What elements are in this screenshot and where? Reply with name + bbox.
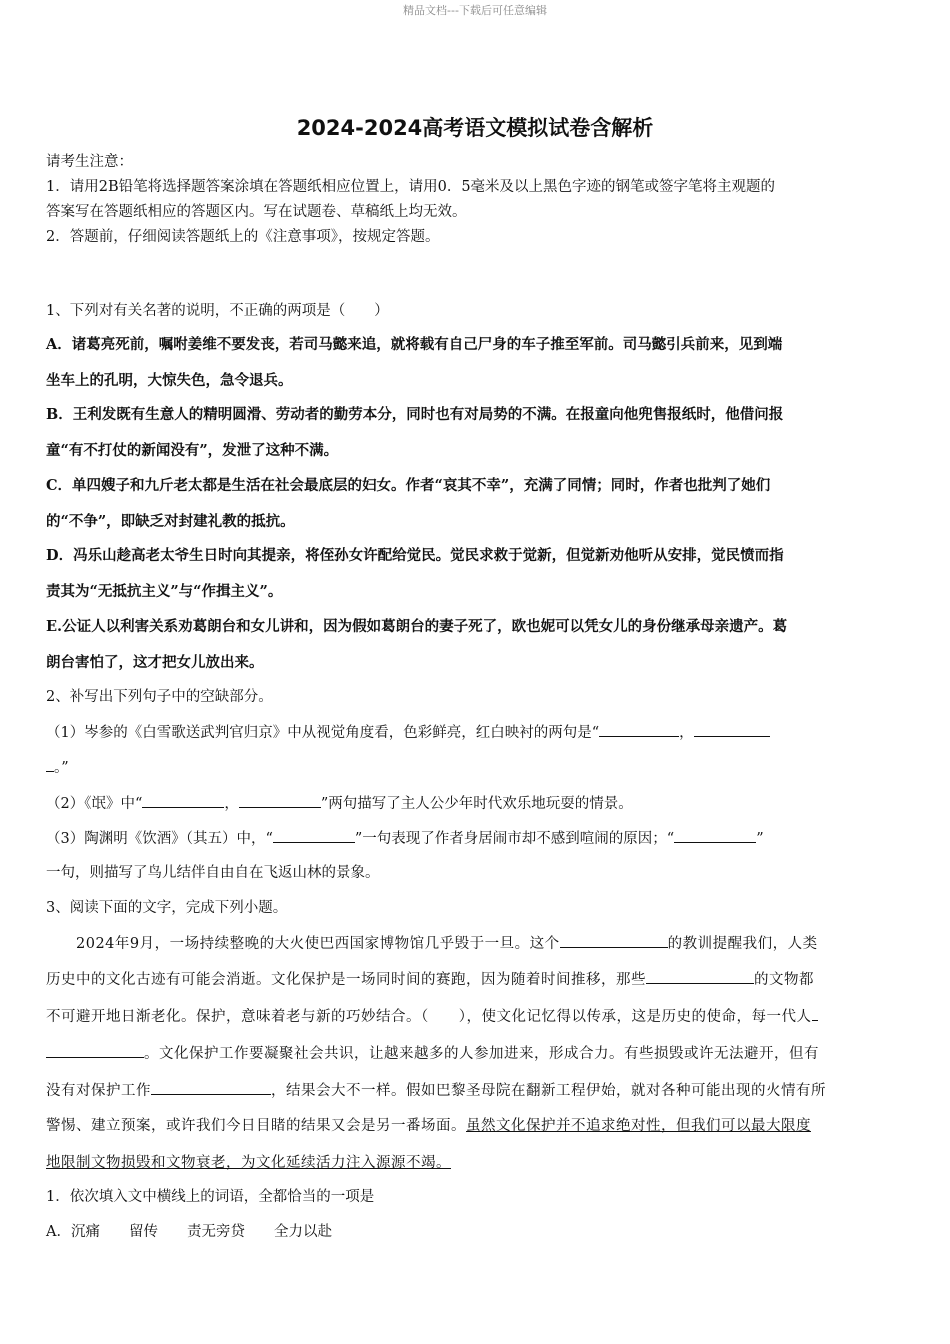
q1-option-d-line1: D．冯乐山趁高老太爷生日时向其提亲，将侄孙女许配给觉民。觉民求救于觉新，但觉新劝他听从安排，觉民愤而指	[46, 547, 784, 564]
q2-part-1-end	[46, 756, 906, 778]
q3-stem: 3、阅读下面的文字，完成下列小题。	[46, 900, 288, 916]
answer-blank[interactable]	[599, 721, 679, 737]
answer-blank[interactable]	[694, 721, 770, 737]
passage-line-1-tail: 的教训提醒我们，人类	[667, 936, 818, 952]
q1-option-e-line2: 朗台害怕了，这才把女儿放出来。	[46, 654, 264, 671]
answer-blank[interactable]	[273, 827, 355, 843]
answer-blank[interactable]	[646, 968, 754, 984]
q2-part-1-text: （1）岑参的《白雪歌送武判官归京》中从视觉角度看，色彩鲜亮，红白映衬的两句是“	[46, 725, 600, 741]
passage-line-5-text: 没有对保护工作	[46, 1083, 151, 1099]
q2-part-2-comma: ，	[224, 796, 239, 812]
passage-line-1-text: 2024年9月，一场持续整晚的大火使巴西国家博物馆几乎毁于一旦。这个	[76, 936, 560, 952]
q2-part-1	[46, 721, 906, 743]
page-header: 精品文档---下载后可任意编辑	[403, 4, 547, 17]
passage-line-2	[46, 968, 906, 990]
answer-blank[interactable]	[560, 932, 668, 948]
q1-option-d-line2: 责其为“无抵抗主义”与“作揖主义”。	[46, 583, 283, 600]
underlined-sentence-cont: 地限制文物损毁和文物衰老，为文化延续活力注入源源不竭。	[46, 1155, 451, 1171]
answer-blank[interactable]	[46, 1042, 144, 1058]
passage-line-5-tail: ，结果会大不一样。假如巴黎圣母院在翻新工程伊始，就对各种可能出现的火情有所	[271, 1083, 826, 1099]
q1-stem: 1、下列对有关名著的说明，不正确的两项是（ ）	[46, 303, 389, 319]
page-title: 2024-2024高考语文模拟试卷含解析	[296, 116, 654, 140]
q2-part-3-line2: 一句，则描写了鸟儿结伴自由自在飞返山林的景象。	[46, 865, 380, 881]
answer-blank[interactable]	[239, 792, 321, 808]
answer-blank[interactable]	[812, 1005, 818, 1021]
answer-blank[interactable]	[46, 756, 54, 772]
q2-part-3-text: （3）陶渊明《饮酒》（其五）中，“	[46, 831, 273, 847]
q1-option-b-line2: 童“有不打仗的新闻没有”，发泄了这种不满。	[46, 442, 339, 459]
notice-line-2: 答案写在答题纸相应的答题区内。写在试题卷、草稿纸上均无效。	[46, 204, 467, 220]
q2-part-3-mid: ”一句表现了作者身居闹市却不感到喧闹的原因；“	[354, 831, 675, 847]
q1-option-a-line2: 坐车上的孔明，大惊失色，急令退兵。	[46, 372, 293, 389]
q2-part-3	[46, 827, 906, 849]
passage-line-3-text: 不可避开地日渐老化。保护，意味着老与新的巧妙结合。（ ），使文化记忆得以传承，这是历史的使命，每一代人	[46, 1009, 812, 1025]
notice-line-3: 2．答题前，仔细阅读答题纸上的《注意事项》，按规定答题。	[46, 229, 440, 245]
q3-sub-question-1: 1．依次填入文中横线上的词语，全都恰当的一项是	[46, 1189, 375, 1205]
passage-line-3	[46, 1005, 906, 1027]
passage-line-5	[46, 1079, 906, 1101]
q2-part-3-close: ”	[756, 831, 764, 847]
notice-heading: 请考生注意：	[46, 154, 133, 170]
q2-part-2	[46, 792, 906, 814]
q2-part-2-text: （2）《氓》中“	[46, 796, 143, 812]
q2-part-2-tail: ”两句描写了主人公少年时代欢乐地玩耍的情景。	[320, 796, 633, 812]
q1-option-c-line2: 的“不争”，即缺乏对封建礼教的抵抗。	[46, 513, 295, 530]
passage-line-1	[46, 932, 906, 954]
passage-line-2-tail: 的文物都	[754, 972, 814, 988]
q2-part-1-close: 。”	[54, 760, 69, 776]
q2-part-1-comma: ，	[679, 725, 694, 741]
answer-blank[interactable]	[151, 1079, 271, 1095]
q1-option-c-line1: C．单四嫂子和九斤老太都是生活在社会最底层的妇女。作者“哀其不幸”，充满了同情；同时，作者也批判了她们	[46, 477, 771, 494]
underlined-sentence: 虽然文化保护并不追求绝对性，但我们可以最大限度	[466, 1118, 811, 1134]
answer-blank[interactable]	[674, 827, 756, 843]
passage-line-2-text: 历史中的文化古迹有可能会消逝。文化保护是一场同时间的赛跑，因为随着时间推移，那些	[46, 972, 646, 988]
notice-line-1: 1．请用2B铅笔将选择题答案涂填在答题纸相应位置上，请用0．5毫米及以上黑色字迹的钢笔或签字笔将主观题的	[46, 179, 776, 195]
passage-line-6	[46, 1116, 906, 1136]
q1-option-b-line1: B．王利发既有生意人的精明圆滑、劳动者的勤劳本分，同时也有对局势的不满。在报童向他兜售报纸时，他借问报	[46, 406, 784, 423]
q1-option-e-line1: E.公证人以利害关系劝葛朗台和女儿讲和，因为假如葛朗台的妻子死了，欧也妮可以凭女儿的身份继承母亲遗产。葛	[46, 618, 788, 635]
passage-line-4	[46, 1042, 906, 1064]
answer-blank[interactable]	[142, 792, 224, 808]
q1-option-a-line1: A．诸葛亮死前，嘱咐姜维不要发丧，若司马懿来追，就将载有自己尸身的车子推至军前。司马懿引兵前来，见到端	[46, 336, 783, 353]
passage-line-6-text: 警惕、建立预案，或许我们今日目睹的结果又会是另一番场面。	[46, 1118, 466, 1134]
q2-stem: 2、补写出下列句子中的空缺部分。	[46, 689, 273, 705]
q3-sub1-option-a: A．沉痛 留传 责无旁贷 全力以赴	[46, 1224, 332, 1240]
passage-line-4-text: 。文化保护工作要凝聚社会共识，让越来越多的人参加进来，形成合力。有些损毁或许无法避开，但有	[144, 1046, 819, 1062]
